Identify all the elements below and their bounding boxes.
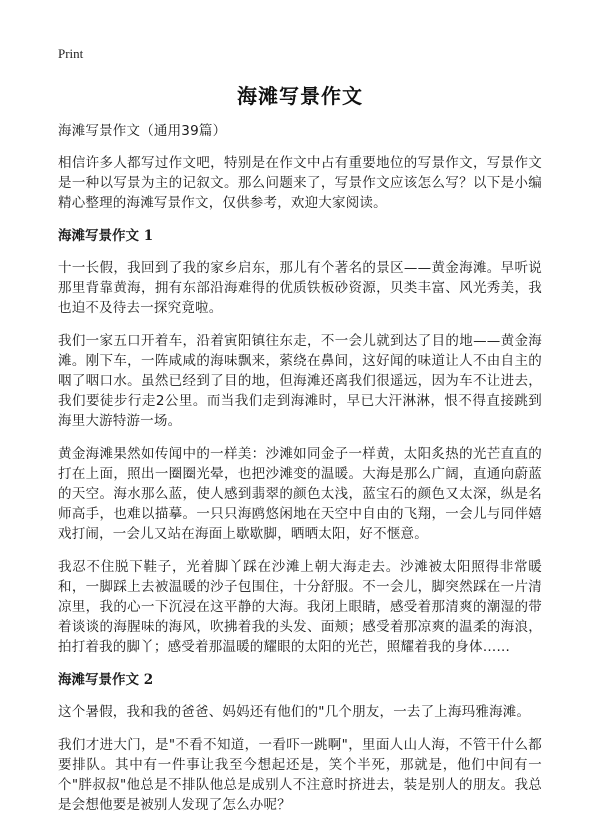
section-2-paragraph-1: 这个暑假，我和我的爸爸、妈妈还有他们的"几个朋友，一去了上海玛雅海滩。 — [58, 704, 531, 720]
print-label: Print — [58, 46, 84, 61]
section-2-paragraph-2: 我们才进大门，是"不看不知道，一看吓一跳啊"，里面人山人海，不管干什么都要排队。其中有一件事让我至今想起还是，笑个半死，那就是，他们中间有一个"胖叔叔"他总是不排队他总是成别人不注意时挤进去，装是别人的朋友。我总是会想他要是被别人发现了怎么办呢？ — [58, 737, 542, 813]
section-1-paragraph-2: 我们一家五口开着车，沿着寅阳镇往东走，不一会儿就到达了目的地——黄金海滩。刚下车，一阵咸咸的海味飘来，萦绕在鼻间，这好闻的味道让人不由自主的咽了咽口水。虽然已经到了目的地，但海滩还离我们很遥远，因为车不让进去，我们要徒步行走2公里。而当我们走到海滩时，早已大汗淋淋，恨不得直接跳到海里大游特游一场。 — [58, 333, 542, 429]
document-subtitle: 海滩写景作文（通用39篇） — [58, 123, 227, 139]
section-1-paragraph-1: 十一长假，我回到了我的家乡启东，那儿有个著名的景区——黄金海滩。早听说那里背靠黄海，拥有东部沿海难得的优质铁板砂资源，贝类丰富、风光秀美，我也迫不及待去一探究竟啦。 — [58, 260, 542, 316]
section-heading-2: 海滩写景作文 2 — [58, 672, 154, 688]
document-title: 海滩写景作文 — [237, 84, 363, 108]
section-1-paragraph-4: 我忍不住脱下鞋子，光着脚丫踩在沙滩上朝大海走去。沙滩被太阳照得非常暖和，一脚踩上去被温暖的沙子包围住，十分舒服。不一会儿，脚突然踩在一片清凉里，我的心一下沉浸在这平静的大海。我闭上眼睛，感受着那清爽的潮湿的带着谈谈的海腥味的海风，吹拂着我的头发、面颊；感受着那凉爽的温柔的海浪，拍打着我的脚丫；感受着那温暖的耀眼的太阳的光芒，照耀着我的身体…… — [58, 559, 542, 655]
section-1-paragraph-3: 黄金海滩果然如传闻中的一样美：沙滩如同金子一样黄，太阳炙热的光芒直直的打在上面，照出一圈圈光晕，也把沙滩变的温暖。大海是那么广阔，直通向蔚蓝的天空。海水那么蓝，使人感到翡翠的颜色太浅，蓝宝石的颜色又太深，纵是名师高手，也难以描摹。一只只海鸥悠闲地在天空中自由的飞翔，一会儿与同伴嬉戏打闹，一会儿又站在海面上歇歇脚，晒晒太阳，好不惬意。 — [58, 446, 542, 542]
intro-paragraph: 相信许多人都写过作文吧，特别是在作文中占有重要地位的写景作文，写景作文是一种以写景为主的记叙文。那么问题来了，写景作文应该怎么写？以下是小编精心整理的海滩写景作文，仅供参考，欢迎大家阅读。 — [58, 155, 542, 211]
section-heading-1: 海滩写景作文 1 — [58, 228, 154, 244]
document-body — [58, 121, 542, 828]
